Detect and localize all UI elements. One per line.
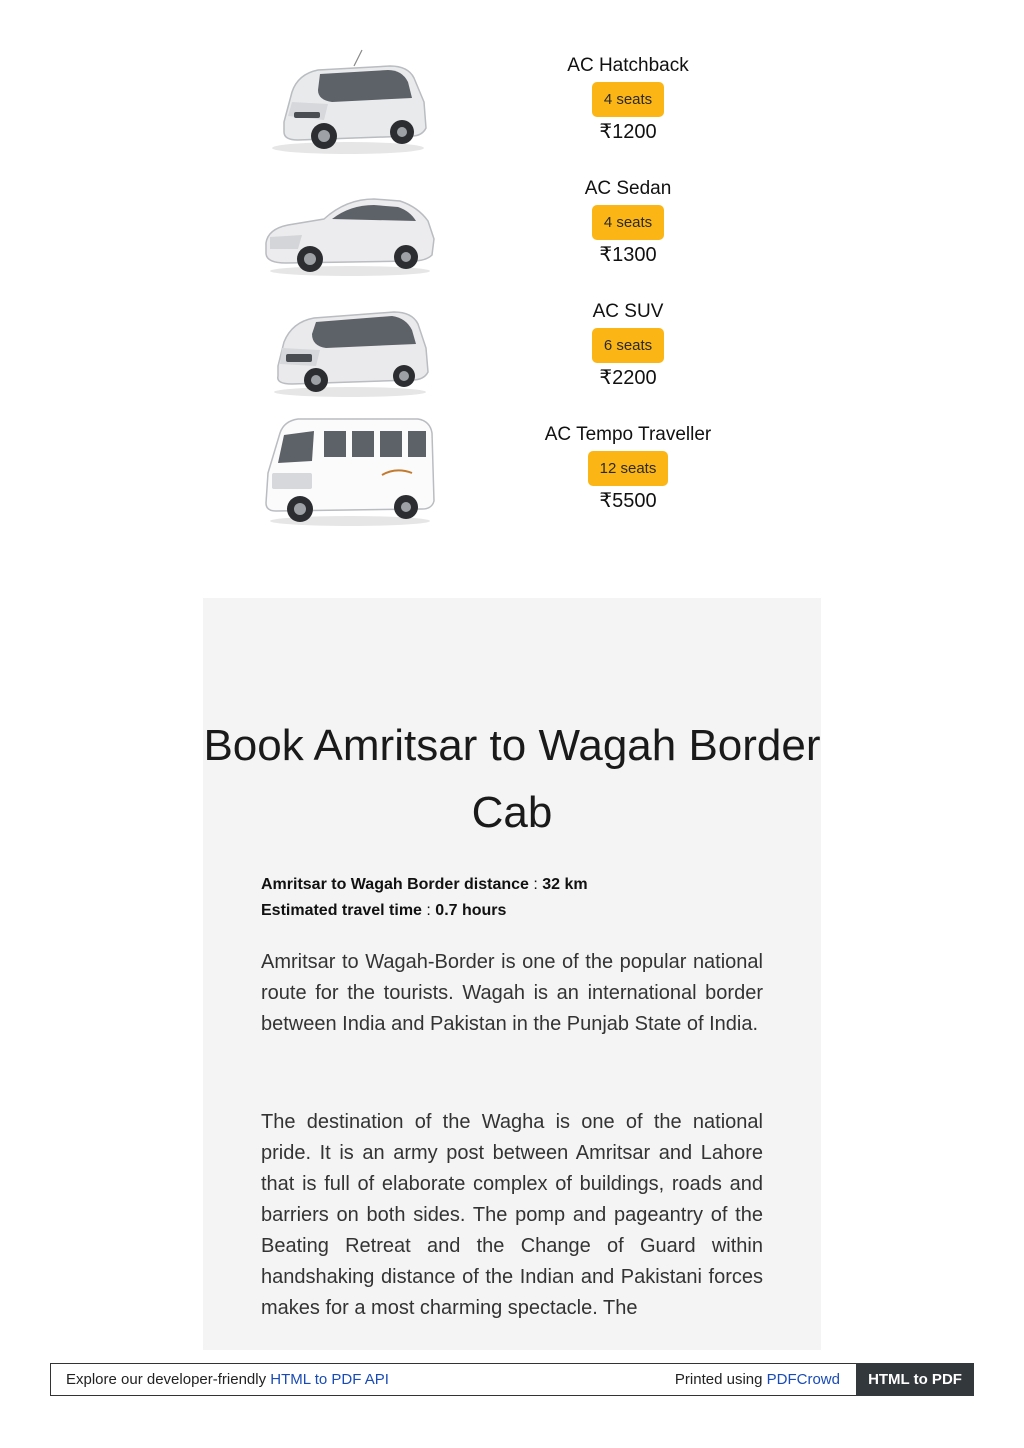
seats-badge: 4 seats [592, 82, 664, 117]
car-price: ₹5500 [599, 490, 657, 512]
tempo-traveller-image [262, 413, 438, 529]
sedan-image [262, 167, 438, 283]
html-to-pdf-button[interactable]: HTML to PDF [856, 1363, 974, 1396]
seats-badge: 4 seats [592, 205, 664, 240]
car-name: AC Sedan [584, 178, 672, 199]
car-info [528, 423, 728, 513]
distance-value: 32 km [542, 876, 588, 893]
car-info [528, 177, 728, 267]
travel-time-label: Estimated travel time [261, 902, 422, 919]
car-option-suv[interactable] [0, 290, 1024, 413]
description-paragraph-2: The destination of the Wagha is one of the national pride. It is an army post between Amritsar and Lahore that is full of elaborate complex of buildings, roads and barriers on both sides. The pomp and pageantry of the Beating Retreat and the Change of Guard within handshaking distance of the Indian and Pakistani forces makes for a most charming spectacle. The [261, 1111, 763, 1319]
booking-panel [203, 598, 821, 1350]
car-option-sedan[interactable] [0, 167, 1024, 290]
car-price: ₹1200 [599, 121, 657, 143]
route-facts [261, 872, 761, 924]
travel-time-value: 0.7 hours [435, 902, 507, 919]
car-price: ₹1300 [599, 244, 657, 266]
distance-label: Amritsar to Wagah Border distance [261, 876, 529, 893]
car-option-hatchback[interactable] [0, 44, 1024, 167]
car-option-tempo-traveller[interactable] [0, 413, 1024, 536]
description-paragraph-1: Amritsar to Wagah-Border is one of the popular national route for the tourists. Wagah is an international border between India and Pakistan in the Punjab State of India. [261, 951, 763, 1035]
explore-text: Explore our developer-friendly [66, 1371, 267, 1388]
seats-badge: 6 seats [592, 328, 664, 363]
pdf-footer [50, 1363, 974, 1396]
hatchback-image [262, 44, 438, 160]
page-title: Book Amritsar to Wagah Border Cab [203, 721, 821, 837]
car-price: ₹2200 [599, 367, 657, 389]
suv-image [262, 290, 438, 406]
footer-explore [66, 1371, 389, 1388]
html-to-pdf-api-link[interactable]: HTML to PDF API [270, 1371, 389, 1388]
car-info [528, 54, 728, 144]
car-name: AC Hatchback [567, 55, 689, 76]
travel-time-line: Estimated travel time : 0.7 hours [261, 902, 507, 919]
seats-badge: 12 seats [588, 451, 669, 486]
distance-line: Amritsar to Wagah Border distance : 32 km [261, 876, 588, 893]
car-name: AC SUV [592, 301, 664, 322]
footer-printed [675, 1371, 840, 1388]
printed-text: Printed using [674, 1371, 763, 1388]
car-info [528, 300, 728, 390]
pdfcrowd-link[interactable]: PDFCrowd [766, 1371, 840, 1388]
car-name: AC Tempo Traveller [544, 424, 712, 445]
